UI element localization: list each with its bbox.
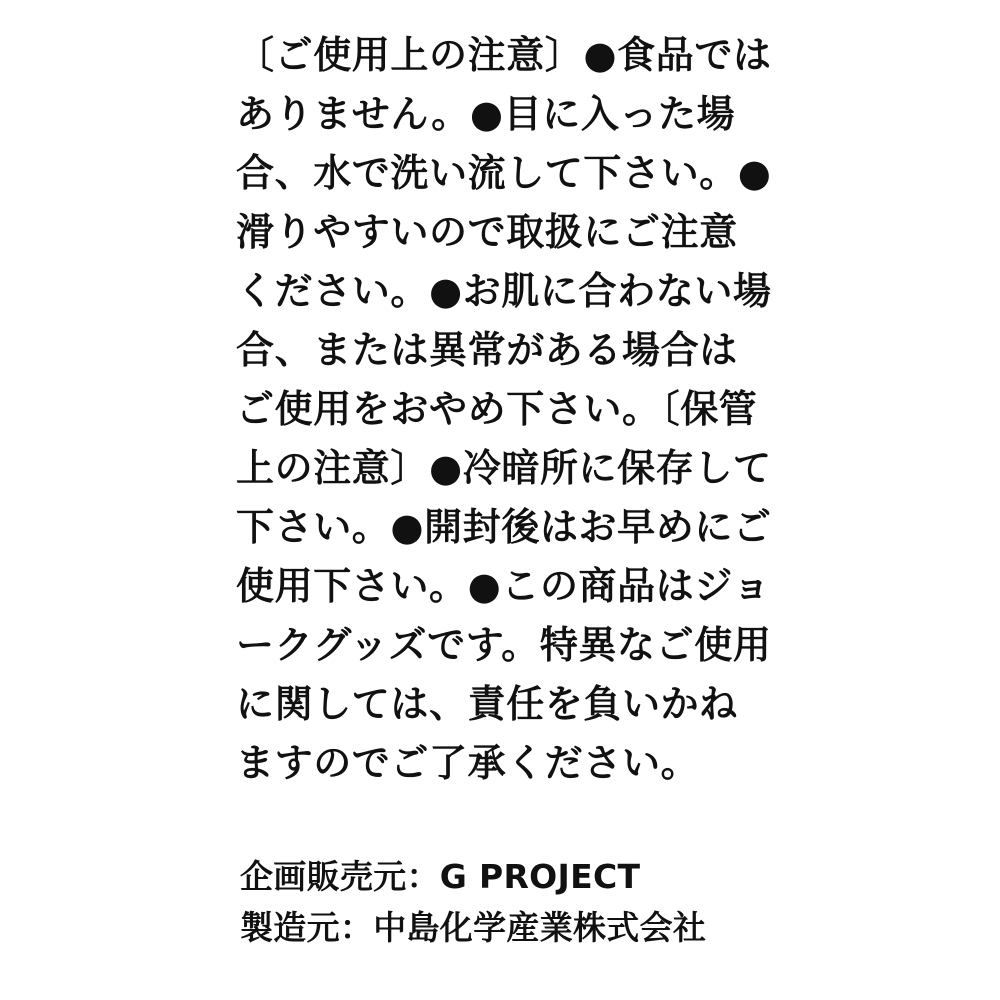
manufacturer-line: 製造元：中島化学産業株式会社 [240,908,707,947]
credits-section [240,851,800,953]
usage-notice-section [236,26,772,793]
usage-notice-text: 〔ご使用上の注意〕●食品ではありません。●目に入った場合、水で洗い流して下さい。●滑りやすいので取扱にご注意ください。●お肌に合わない場合、または異常がある場合はご使用をおやめ下さい。〔保管上の注意〕●冷暗所に保存して下さい。●開封後はお早めにご使用下さい。●この商品はジョークグッズです。特異なご使用に関しては、責任を負いかねますのでご了承ください。 [236,33,772,785]
planner-seller-line: 企画販売元：G PROJECT [240,857,641,896]
